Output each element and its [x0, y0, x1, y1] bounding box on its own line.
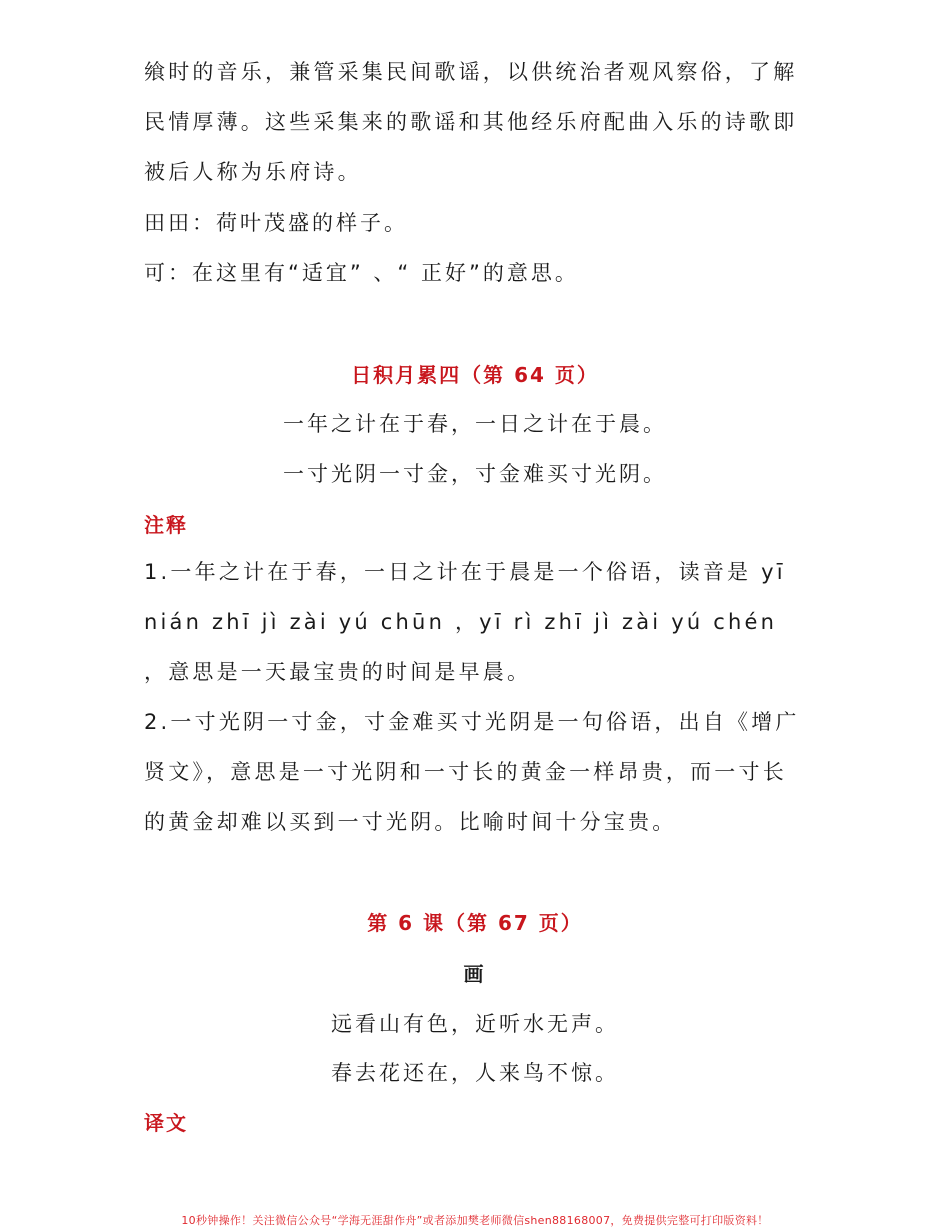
translation-label: 译文 [144, 1111, 188, 1135]
note-1: 1.一年之计在于春，一日之计在于晨是一个俗语，读音是 yī nián zhī jì zài yú chūn ，yī rì zhī jì zài yú chén ，意思是一天最宝贵的时间是早晨。 [144, 560, 786, 684]
note-ke: 可：在这里有“适宜” 、“ 正好”的意思。 [144, 261, 579, 285]
poem-title: 画 [463, 962, 487, 986]
notes-label: 注释 [144, 513, 188, 537]
poem-line-1: 远看山有色，近听水无声。 [331, 1012, 619, 1036]
section-heading-lesson-6: 第 6 课（第 67 页） [367, 911, 583, 935]
footer-promo: 10秒钟操作！关注微信公众号“学海无涯甜作舟”或者添加樊老师微信shen88168007，免费提供完整可打印版资料！ [181, 1214, 769, 1227]
note-2: 2.一寸光阴一寸金，寸金难买寸光阴是一句俗语，出自《增广贤文》，意思是一寸光阴和一寸长的黄金一样昂贵，而一寸长的黄金却难以买到一寸光阴。比喻时间十分宝贵。 [144, 710, 800, 834]
section-heading-rijiyuelei: 日积月累四（第 64 页） [351, 363, 599, 387]
verse-line-2: 一寸光阴一寸金，寸金难买寸光阴。 [283, 462, 667, 486]
intro-paragraph: 飨时的音乐，兼管采集民间歌谣，以供统治者观风察俗，了解民情厚薄。这些采集来的歌谣和其他经乐府配曲入乐的诗歌即被后人称为乐府诗。 [144, 60, 798, 184]
verse-line-1: 一年之计在于春，一日之计在于晨。 [283, 412, 667, 436]
note-tiantian: 田田：荷叶茂盛的样子。 [144, 211, 408, 235]
poem-line-2: 春去花还在，人来鸟不惊。 [331, 1061, 619, 1085]
